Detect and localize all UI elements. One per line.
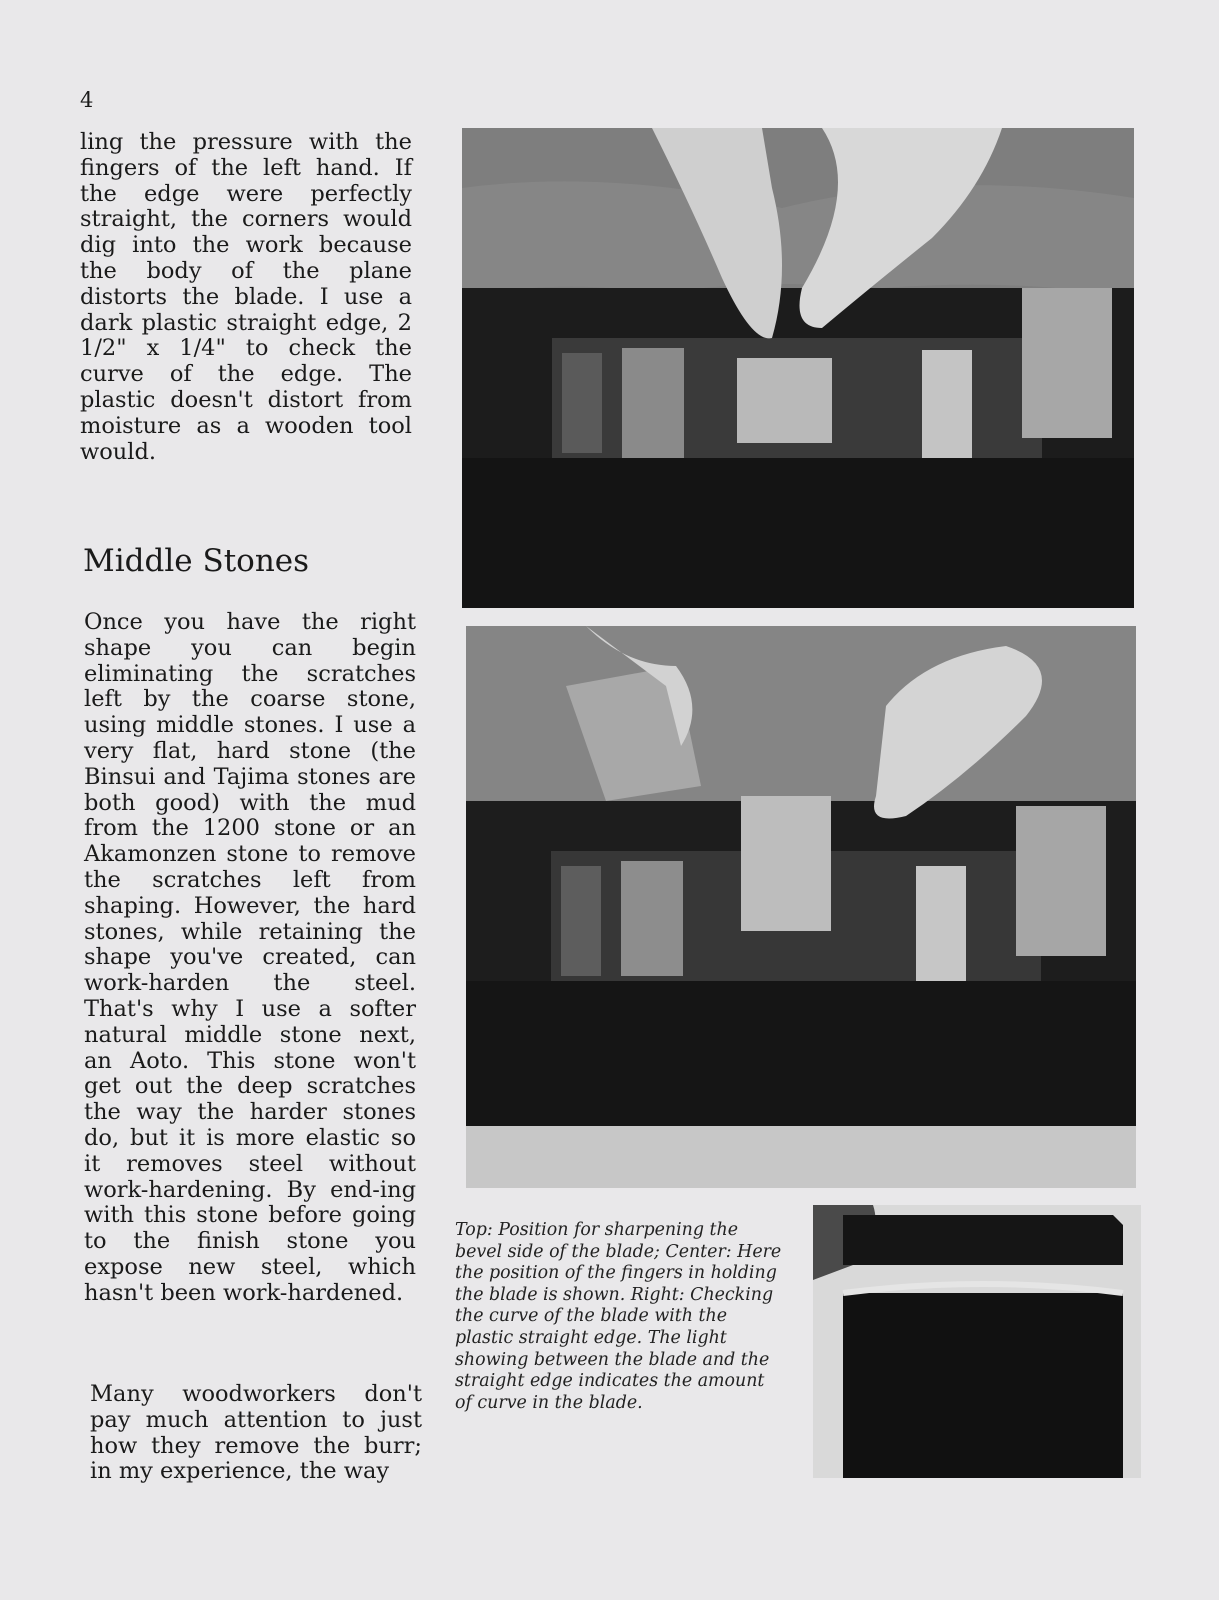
figure-caption: Top: Position for sharpening the bevel side of the blade; Center: Here the position of the fingers in holding the blade is shown. Right: Checking the curve of the blade with the plastic straight edge. The light showing between the blade and the straight edge indicates the amount of curve in the blade. <box>455 1220 782 1413</box>
section-heading: Middle Stones <box>83 543 310 579</box>
photo-sharpening-bevel-graphic <box>462 128 1134 608</box>
paragraph-text: Many woodworkers don't pay much attention to just how they remove the burr; in my experience, the way <box>90 1381 422 1485</box>
photo-finger-position-graphic <box>466 626 1136 1188</box>
photo-straight-edge-check <box>813 1205 1141 1478</box>
article-paragraph <box>84 610 416 1307</box>
paragraph-text: Once you have the right shape you can begin eliminating the scratches left by the coarse stone, using middle stones. I use a very flat, hard stone (the Binsui and Tajima stones are both good) with the mud from the 1200 stone or an Akamonzen stone to remove the scratches left from shaping. However, the hard stones, while retaining the shape you've created, can work-harden the steel. That's why I use a softer natural middle stone next, an Aoto. This stone won't get out the deep scratches the way the harder stones do, but it is more elastic so it removes steel without work-hardening. By end-ing with this stone before going to the finish stone you expose new steel, which hasn't been work-hardened. <box>84 609 416 1306</box>
photo-sharpening-bevel <box>462 128 1134 608</box>
paragraph-text: ling the pressure with the fingers of the left hand. If the edge were perfectly straight, the corners would dig into the work because the body of the plane distorts the blade. I use a dark plastic straight edge, 2 1/2" x 1/4" to check the curve of the edge. The plastic doesn't distort from moisture as a wooden tool would. <box>80 129 412 465</box>
article-paragraph <box>80 130 412 465</box>
photo-straight-edge-check-graphic <box>813 1205 1141 1478</box>
page-number: 4 <box>80 88 94 112</box>
article-paragraph <box>90 1382 422 1485</box>
photo-finger-position <box>466 626 1136 1188</box>
